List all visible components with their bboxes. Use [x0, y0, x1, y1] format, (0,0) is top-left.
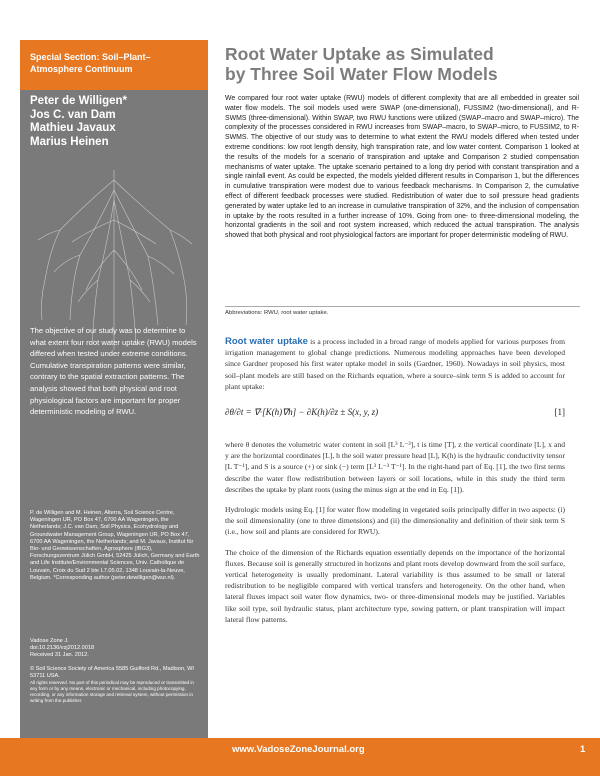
received-date: Received 31 Jan. 2012.: [30, 652, 89, 659]
paragraph: The choice of the dimension of the Richards equation essentially depends on the importance of the horizontal fluxes. Because soil is generally structured in horizons and plant roots develop downward from the soil surface, vertical heterogeneity is usually predominant. Lateral variability is thus assumed to be small or lateral redistribution to be negligible compared with vertical transfers and heterogeneity. On the other hand, when lateral fluxes impact soil water flow dynamics, two- or three-dimensional models may be justified. Variables like soil type, soil hydraulic status, plant architecture type, sowing pattern, or plant transpiration will impact lateral flow patterns.: [225, 547, 565, 624]
equation-text: ∂θ/∂t = ∇·[K(h)∇h] − ∂K(h)/∂z ± S(x, y, z): [225, 407, 379, 418]
title-line: by Three Soil Water Flow Models: [225, 64, 498, 84]
journal-url[interactable]: www.VadoseZoneJournal.org: [232, 744, 365, 755]
journal-name: Vadose Zone J.: [30, 638, 69, 644]
author: Mathieu Javaux: [30, 122, 116, 134]
abstract: We compared four root water uptake (RWU) models of different complexity that are all embedded in greater soil water flow models. The soil models used were SWAP (one-dimensional), FUSSIM2 (two-dimensional), and R-SWMS (three-dimensional). Within SWAP, two RWU functions were utilized (SWAP–macro and SWAP–micro). The complexity of the processes considered in RWU increases from SWAP–macro, to SWAP–micro, to FUSSIM2, to R-SWMS. The objective of our study was to determine to what extent the RWU models differed when tested under extreme conditions: low root length density, high transpiration rate, and low water content. Comparison 1 looked at the results of the models for a scenario of transpiration and uptake and Comparison 2 studied compensation mechanisms of water uptake. The uptake scenario pertained to a long dry period with constant transpiration and a single rainfall event. As could be expected, the models yielded different results in Comparison 1, but the differences in cumulative transpiration were modest due to various feedback mechanisms. In Comparison 2, the cumulative effect of different feedback processes were studied. Redistribution of water due to soil pressure head gradients generated by water uptake led to an increase in cumulative transpiration of 32%, and the inclusion of compensation in uptake by the roots resulted in a further increase of 10%. Going from one- to three-dimensional modeling, the horizontal gradients in the soil and root system increased, which reduced the actual transpiration. The analysis showed that both physical and root physiological factors are important for proper deterministic modeling of RWU.: [225, 95, 579, 240]
paragraph: where θ denotes the volumetric water content in soil [L³ L⁻³], t is time [T], z the vertical coordinate [L], x and y are the horizontal coordinates [L], h the soil water pressure head [L], K(h) is the hydraulic conductivity tensor [L T⁻¹], and S is a source (+) or sink (−) term [L³ L⁻³ T⁻¹]. In the right-hand part of Eq. [1], the two first terms describe the water flow redistribution between layers or soil locations, while in this study the third term describes the uptake by plant roots (using the minus sign at the end in Eq. [1]).: [225, 440, 565, 494]
page-number: 1: [580, 744, 586, 755]
copyright: © Soil Science Society of America 5585 Guilford Rd., Madison, WI 53711 USA.: [30, 666, 194, 680]
article-body: [225, 336, 565, 634]
abbreviations: Abbreviations: RWU, root water uptake.: [225, 306, 580, 316]
rights-statement: All rights reserved. No part of this periodical may be reproduced or transmitted in any form or by any means, electronic or mechanical, including photocopying, recording, or any information storage and retrieval system, without permission in writing from the publisher.: [30, 680, 194, 703]
lead-in: Root water uptake: [225, 336, 308, 347]
author: Peter de Willigen*: [30, 95, 128, 107]
left-sidebar: [20, 40, 208, 738]
copyright-block: [30, 666, 200, 704]
author: Marius Heinen: [30, 135, 109, 148]
journal-info: [30, 638, 200, 660]
paragraph: [225, 336, 565, 392]
paragraph: Hydrologic models using Eq. [1] for water flow modeling in vegetated soils principally differ in two aspects: (i) the soil dimensionality (one to three dimensions) and (ii) the dimensionality and definition of their sink term S (i.e., how soil and plants are considered for RWU).: [225, 505, 565, 537]
title-line: Root Water Uptake as Simulated: [225, 44, 494, 64]
section-tag: Special Section: Soil–Plant–Atmosphere Continuum: [20, 40, 208, 90]
author-list: [30, 95, 127, 149]
equation: [225, 401, 565, 429]
side-abstract: The objective of our study was to determine to what extent four root water uptake (RWU) models differed when tested under extreme conditions. Cumulative transpiration patterns were similar, contrary to the spatial extraction patterns. The analysis showed that both physical and root physiological factors are important for proper deterministic modeling of RWU.: [30, 326, 197, 417]
author: Jos C. van Dam: [30, 108, 116, 121]
article-title: [225, 44, 580, 84]
affiliations: P. de Willigen and M. Heinen, Alterra, Soil Science Centre, Wageningen UR, PO Box 47, 6700 AA Wageningen, the Netherlands; J.C. van Dam, Soil Physics, Ecohydrology and Groundwater Management Group, Wageningen UR, PO Box 47, 6700 AA Wageningen, the Netherlands; and M. Javaux, Institut für Bio- und Geowissenschaften, Agrosphere (IBG3), Forschungszentrum Jülich GmbH, 52425 Jülich, Germany and Earth and Life Institute/Environmental Sciences, Univ. Catholique de Louvain, Croix du Sud 2 bte L7.05.02, 1348 Louvain-la-Neuve, Belgium. *Corresponding author (peter.dewilligen@wur.nl).: [30, 510, 200, 581]
equation-number: [1]: [554, 407, 565, 418]
doi: doi:10.2136/vzj2012.0018: [30, 645, 95, 652]
paragraph-text: is a process included in a broad range of models applied for various purposes from irrigation management to global change predictions. Numerous modeling approaches have been developed since Gardner proposed his first water uptake model in soils (Gardner, 1960). Nowadays in soil physics, most soil–plant models are still based on the Richards equation, where a source–sink term S is added to account for plant uptake:: [225, 337, 565, 391]
